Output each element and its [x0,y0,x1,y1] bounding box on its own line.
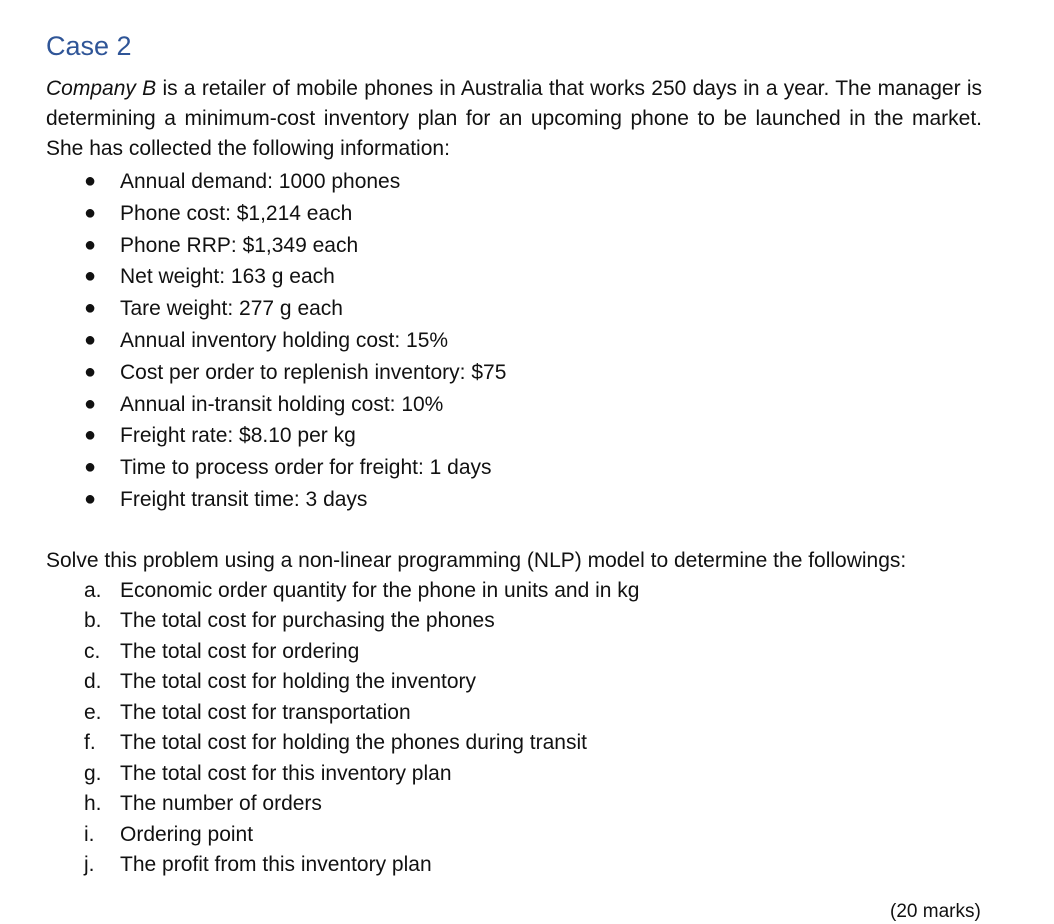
list-item: ● Annual in-transit holding cost: 10% [46,389,982,421]
list-item: h. The number of orders [84,792,322,816]
list-item: ● Cost per order to replenish inventory: $75 [46,357,982,389]
bullet-icon: ● [84,456,97,479]
facts-list [46,166,982,516]
list-item: ● Tare weight: 277 g each [46,293,982,325]
list-item: f. The total cost for holding the phones during transit [84,731,587,755]
list-item: ● Annual demand: 1000 phones [46,166,982,198]
list-item: e. The total cost for transportation [84,700,411,724]
list-item: ● Phone RRP: $1,349 each [46,230,982,262]
intro-text: is a retailer of mobile phones in Australia that works 250 days in a year. The manager is determining a minimum-cost inventory plan for an upcoming phone to be launched in the market. She has collected the following information: [46,77,983,160]
list-item: ● Freight rate: $8.10 per kg [46,420,982,452]
bullet-icon: ● [84,328,97,351]
task-instruction: Solve this problem using a non-linear programming (NLP) model to determine the followings: [46,548,907,572]
intro-paragraph [46,74,982,164]
list-item: b. The total cost for purchasing the phones [84,609,495,633]
bullet-icon: ● [84,297,97,320]
list-item: ● Phone cost: $1,214 each [46,198,982,230]
list-item: ● Time to process order for freight: 1 days [46,452,982,484]
bullet-icon: ● [84,170,97,192]
bullet-icon: ● [84,233,97,256]
bullet-icon: ● [84,201,97,224]
questions-list [46,576,982,881]
document-page [46,28,982,881]
list-item: j. The profit from this inventory plan [84,853,432,877]
bullet-icon: ● [84,265,97,288]
bullet-icon: ● [84,424,97,447]
list-item: g. The total cost for this inventory plan [84,761,452,785]
list-item: ● Freight transit time: 3 days [46,484,982,516]
list-item: d. The total cost for holding the inventory [84,670,477,694]
bullet-icon: ● [84,360,97,383]
list-item: i. Ordering point [84,822,254,846]
list-item: c. The total cost for ordering [84,639,360,663]
company-name: Company B [46,77,157,100]
case-title: Case 2 [46,31,132,61]
list-item: a. Economic order quantity for the phone in units and in kg [84,578,640,602]
bullet-icon: ● [84,487,97,510]
marks-label: (20 marks) [890,901,981,922]
bullet-icon: ● [84,392,97,415]
list-item: ● Annual inventory holding cost: 15% [46,325,982,357]
list-item: ● Net weight: 163 g each [46,261,982,293]
